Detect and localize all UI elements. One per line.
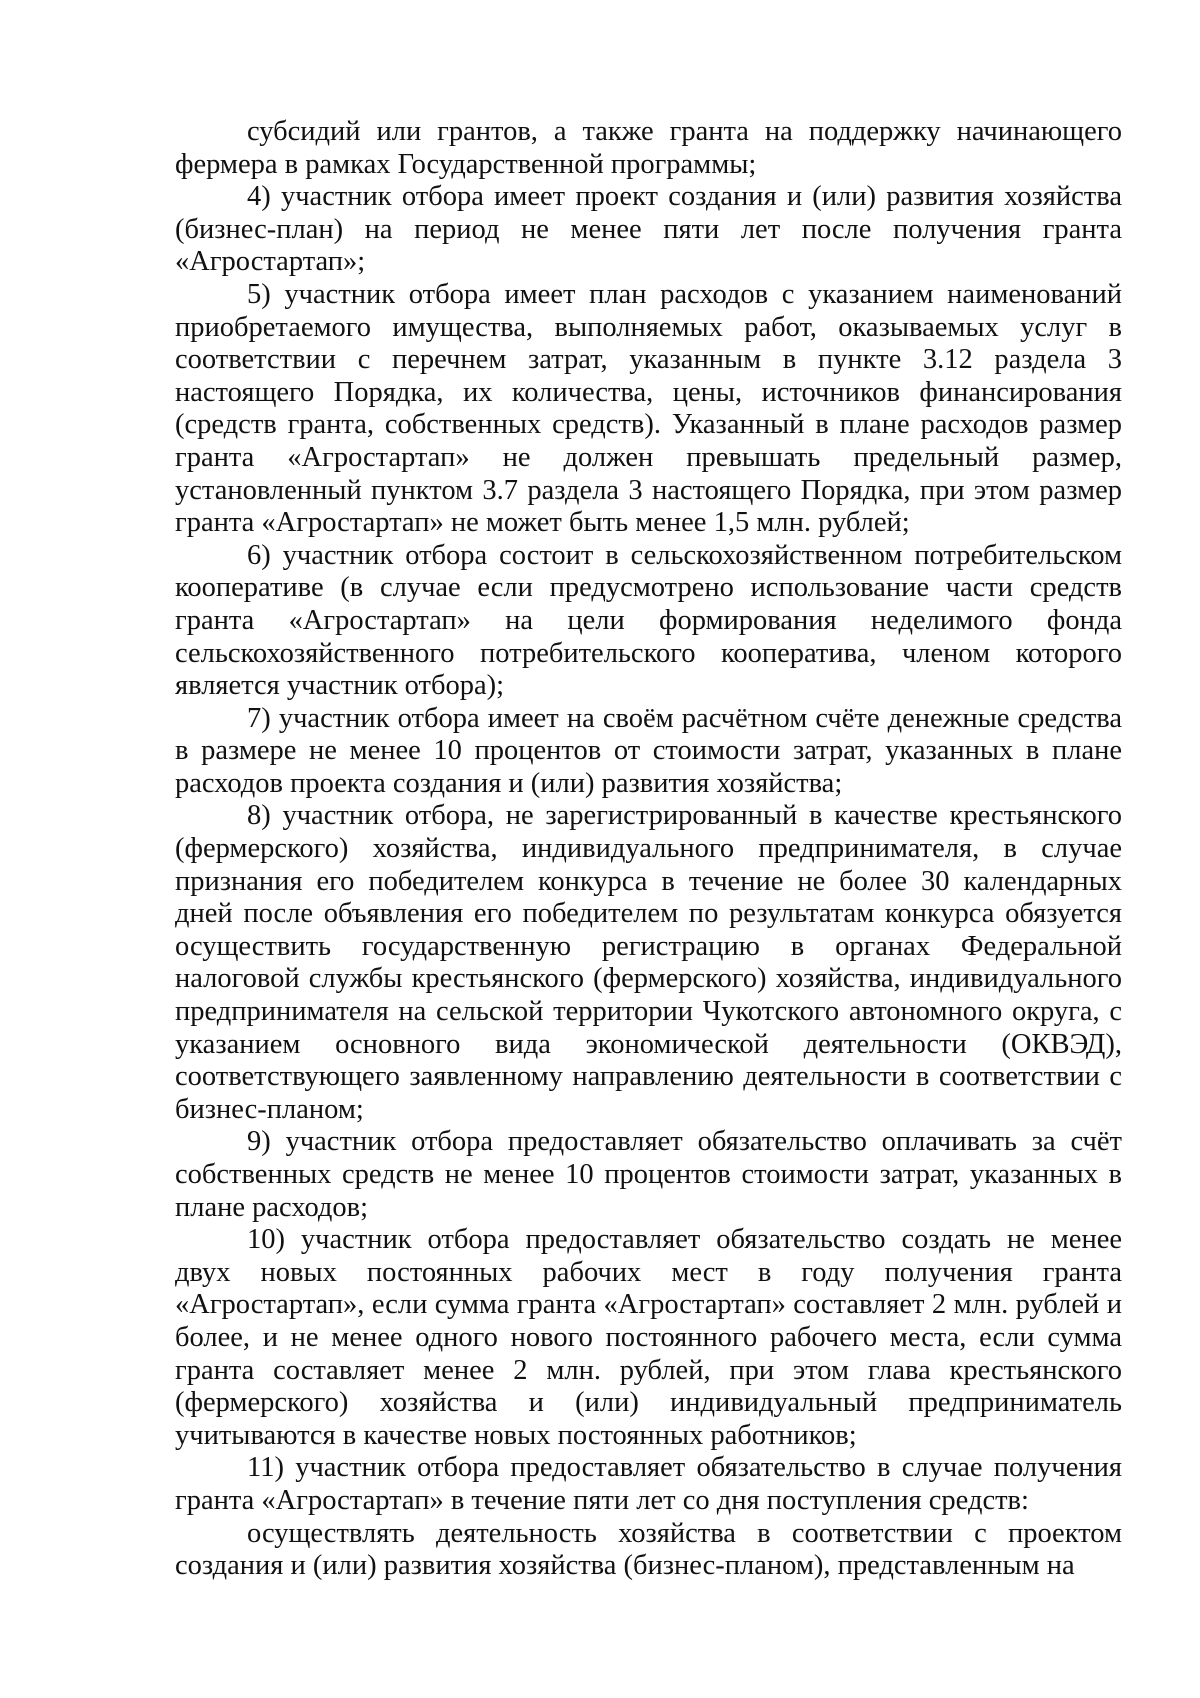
- paragraph-item-6: 6) участник отбора состоит в сельскохозяйственном потребительском кооперативе (в случае если предусмотрено использование части средств гранта «Агростартап» на цели формирования неделимого фонда сельскохозяйственного потребительского кооператива, членом которого является участник отбора);: [175, 539, 1122, 702]
- paragraph-item-10: 10) участник отбора предоставляет обязательство создать не менее двух новых постоянных рабочих мест в году получения гранта «Агростартап», если сумма гранта «Агростартап» составляет 2 млн. рублей и более, и не менее одного нового постоянного рабочего места, если сумма гранта составляет менее 2 млн. рублей, при этом глава крестьянского (фермерского) хозяйства и (или) индивидуальный предприниматель учитываются в качестве новых постоянных работников;: [175, 1224, 1122, 1451]
- paragraph-item-5: 5) участник отбора имеет план расходов с указанием наименований приобретаемого имущества, выполняемых работ, оказываемых услуг в соответствии с перечнем затрат, указанным в пункте 3.12 раздела 3 настоящего Порядка, их количества, цены, источников финансирования (средств гранта, собственных средств). Указанный в плане расходов размер гранта «Агростартап» не должен превышать предельный размер, установленный пунктом 3.7 раздела 3 настоящего Порядка, при этом размер гранта «Агростартап» не может быть менее 1,5 млн. рублей;: [175, 278, 1122, 539]
- paragraph-item-4: 4) участник отбора имеет проект создания и (или) развития хозяйства (бизнес-план) на период не менее пяти лет после получения гранта «Агростартап»;: [175, 181, 1122, 278]
- document-page: [175, 116, 1122, 1583]
- paragraph-subitem: осуществлять деятельность хозяйства в соответствии с проектом создания и (или) развития хозяйства (бизнес-планом), представленным на: [175, 1517, 1122, 1582]
- paragraph-item-11: 11) участник отбора предоставляет обязательство в случае получения гранта «Агростартап» в течение пяти лет со дня поступления средств:: [175, 1452, 1122, 1516]
- paragraph-item-7: 7) участник отбора имеет на своём расчётном счёте денежные средства в размере не менее 10 процентов от стоимости затрат, указанных в плане расходов проекта создания и (или) развития хозяйства;: [175, 702, 1122, 799]
- paragraph-item-8: 8) участник отбора, не зарегистрированный в качестве крестьянского (фермерского) хозяйства, индивидуального предпринимателя, в случае признания его победителем конкурса в течение не более 30 календарных дней после объявления его победителем по результатам конкурса обязуется осуществить государственную регистрацию в органах Федеральной налоговой службы крестьянского (фермерского) хозяйства, индивидуального предпринимателя на сельской территории Чукотского автономного округа, с указанием основного вида экономической деятельности (ОКВЭД), соответствующего заявленному направлению деятельности в соответствии с бизнес-планом;: [175, 800, 1122, 1125]
- paragraph-continuation: субсидий или грантов, а также гранта на поддержку начинающего фермера в рамках Государственной программы;: [175, 116, 1122, 180]
- paragraph-item-9: 9) участник отбора предоставляет обязательство оплачивать за счёт собственных средств не менее 10 процентов стоимости затрат, указанных в плане расходов;: [175, 1126, 1122, 1223]
